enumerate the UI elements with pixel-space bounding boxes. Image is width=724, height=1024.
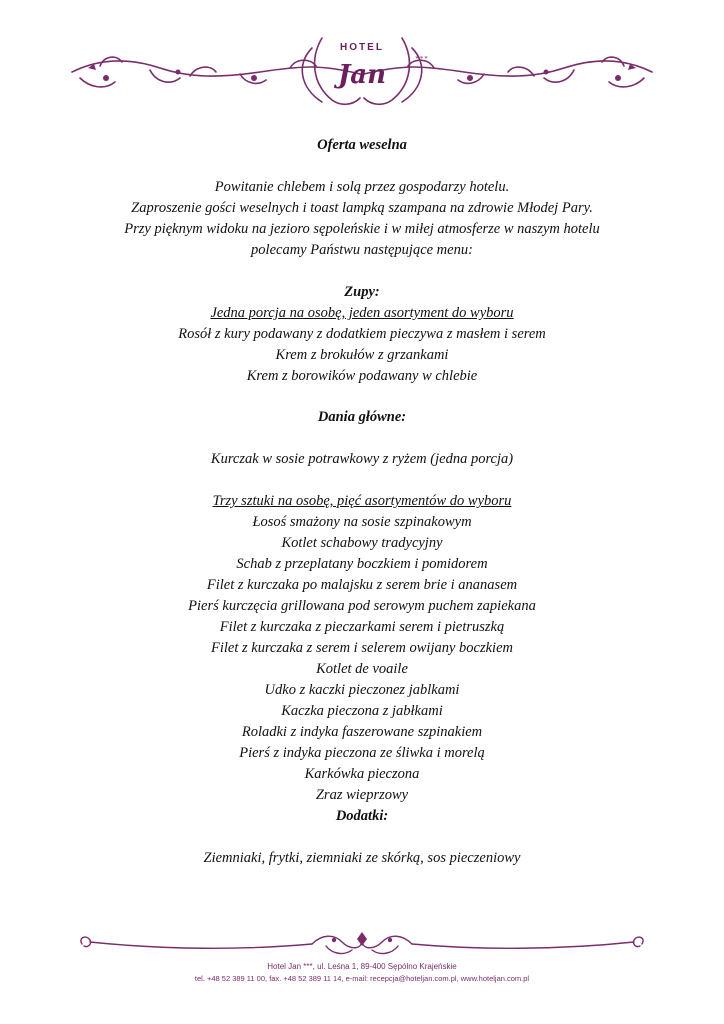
soups-heading: Zupy:	[344, 284, 380, 300]
mains-note: Trzy sztuki na osobę, pięć asortymentów do wyboru	[212, 493, 512, 509]
main-item: Pierś z indyka pieczona ze śliwka i morelą	[239, 745, 485, 761]
soup-item: Krem z brokułów z grzankami	[275, 347, 449, 363]
footer-contact: tel. +48 52 389 11 00, fax. +48 52 389 11 14, e-mail: recepcja@hoteljan.com.pl, www.hoteljan.com.pl	[194, 974, 530, 983]
soup-item: Krem z borowików podawany w chlebie	[246, 368, 478, 384]
footer-ornament	[76, 928, 648, 962]
main-item: Filet z kurczaka z pieczarkami serem i pietruszką	[219, 619, 505, 635]
main-item: Pierś kurczęcia grillowana pod serowym puchem zapiekana	[188, 598, 536, 614]
footer-address: Hotel Jan ***, ul. Leśna 1, 89-400 Sępólno Krajeńskie	[267, 962, 457, 971]
intro-line: Przy pięknym widoku na jezioro sępoleńskie i w miłej atmosferze w naszym hotelu	[124, 221, 600, 237]
hotel-word: HOTEL	[340, 42, 384, 53]
mains-single-item: Kurczak w sosie potrawkowy z ryżem (jedna porcja)	[210, 451, 514, 467]
intro-line: polecamy Państwu następujące menu:	[251, 242, 473, 258]
footer-flourish-icon	[76, 928, 648, 962]
hotel-stars: ***	[415, 55, 429, 63]
main-item: Karkówka pieczona	[304, 766, 420, 782]
main-item: Roladki z indyka faszerowane szpinakiem	[241, 724, 483, 740]
sides-text: Ziemniaki, frytki, ziemniaki ze skórką, sos pieczeniowy	[203, 850, 521, 866]
soup-item: Rosół z kury podawany z dodatkiem pieczywa z masłem i serem	[178, 326, 546, 342]
main-item: Filet z kurczaka po malajsku z serem brie i ananasem	[206, 577, 518, 593]
sides-heading: Dodatki:	[335, 808, 389, 824]
main-item: Kaczka pieczona z jabłkami	[281, 703, 443, 719]
intro-line: Powitanie chlebem i solą przez gospodarzy hotelu.	[214, 179, 510, 195]
main-item: Kotlet de voaile	[316, 661, 408, 677]
main-item: Schab z przeplatany boczkiem i pomidorem	[236, 556, 488, 572]
mains-heading: Dania główne:	[317, 409, 407, 425]
main-item: Kotlet schabowy tradycyjny	[281, 535, 443, 551]
soups-note: Jedna porcja na osobę, jeden asortyment do wyboru	[210, 305, 514, 321]
intro-line: Zaproszenie gości weselnych i toast lampką szampana na zdrowie Młodej Pary.	[131, 200, 593, 216]
page-title: Oferta weselna	[317, 137, 407, 153]
main-item: Zraz wieprzowy	[315, 787, 409, 803]
main-item: Filet z kurczaka z serem i selerem owijany boczkiem	[210, 640, 513, 656]
main-item: Łosoś smażony na sosie szpinakowym	[252, 514, 472, 530]
main-item: Udko z kaczki pieczonez jablkami	[264, 682, 460, 698]
hotel-logo-name: Jan	[337, 60, 387, 90]
